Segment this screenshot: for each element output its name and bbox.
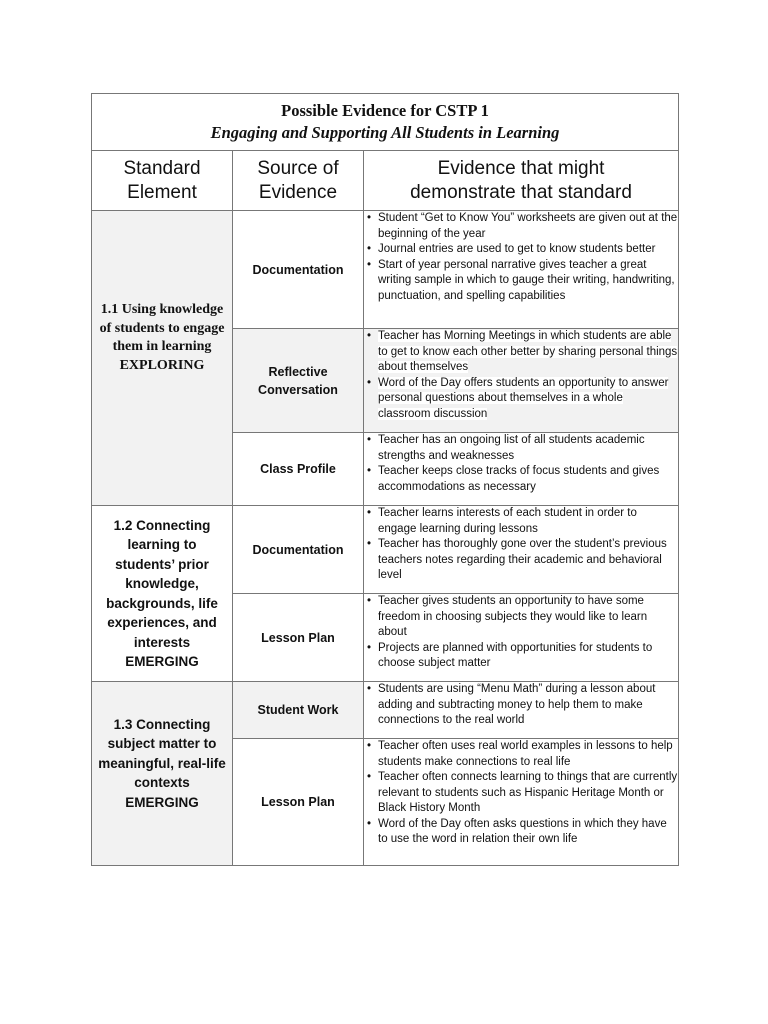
evidence-cell: [364, 594, 679, 682]
source-cell: Lesson Plan: [233, 739, 364, 866]
standard-element: 1.2 Connecting learning to students’ prior knowledge, backgrounds, life experiences, and interests EMERGING: [106, 517, 218, 669]
evidence-item: • Teacher often connects learning to things that are currently relevant to students such as Hispanic Heritage Month or Black History Month: [364, 770, 678, 817]
evidence-item: • Teacher keeps close tracks of focus students and gives accommodations as necessary: [364, 464, 678, 495]
evidence-item: • Teacher learns interests of each student in order to engage learning during lessons: [364, 506, 678, 537]
source-cell: Lesson Plan: [233, 594, 364, 682]
evidence-text: Teacher has Morning Meetings in which students are able to get to know each other better by sharing personal things about themselves: [378, 330, 678, 373]
table-row: [92, 211, 679, 329]
evidence-item: [364, 376, 678, 423]
evidence-item: • Start of year personal narrative gives teacher a great writing sample in which to gauge their writing, handwriting, punctuation, and spelling capabilities: [364, 258, 678, 305]
title-row: [92, 94, 679, 151]
title-cell: [92, 94, 679, 151]
standard-cell: [92, 506, 233, 682]
header-evidence: Evidence that might demonstrate that standard: [364, 151, 679, 211]
source-cell: Reflective Conversation: [233, 329, 364, 433]
document-subtitle: Engaging and Supporting All Students in Learning: [210, 123, 560, 142]
evidence-item: • Teacher often uses real world examples in lessons to help students make connections to real life: [364, 739, 678, 770]
evidence-item: • Projects are planned with opportunities for students to choose subject matter: [364, 641, 678, 672]
evidence-item: • Student “Get to Know You” worksheets are given out at the beginning of the year: [364, 211, 678, 242]
source-cell: Student Work: [233, 682, 364, 739]
evidence-item: • Teacher has an ongoing list of all students academic strengths and weaknesses: [364, 433, 678, 464]
source-cell: Documentation: [233, 211, 364, 329]
source-cell: Documentation: [233, 506, 364, 594]
evidence-cell: [364, 739, 679, 866]
evidence-cell: [364, 211, 679, 329]
source-cell: Class Profile: [233, 433, 364, 506]
standard-cell: [92, 211, 233, 506]
evidence-item: • Teacher gives students an opportunity to have some freedom in choosing subjects they would like to learn about: [364, 594, 678, 641]
evidence-cell: [364, 682, 679, 739]
evidence-item: [364, 329, 678, 376]
evidence-cell: [364, 433, 679, 506]
evidence-item: • Word of the Day often asks questions in which they have to use the word in relation their own life: [364, 817, 678, 848]
evidence-item: • Journal entries are used to get to know students better: [364, 242, 678, 258]
evidence-text: Word of the Day offers students an opportunity to answer personal questions about themselves in a whole classroom discussion: [378, 376, 669, 420]
standard-cell: [92, 682, 233, 866]
table-row: [92, 682, 679, 739]
standard-element: 1.3 Connecting subject matter to meaningful, real-life contexts EMERGING: [98, 716, 226, 810]
table-row: [92, 506, 679, 594]
header-standard: Standard Element: [92, 151, 233, 211]
evidence-cell: [364, 329, 679, 433]
evidence-cell: [364, 506, 679, 594]
header-row: [92, 151, 679, 211]
evidence-item: • Students are using “Menu Math” during a lesson about adding and subtracting money to help them to make connections to the real world: [364, 682, 678, 729]
header-source: Source of Evidence: [233, 151, 364, 211]
standard-element: 1.1 Using knowledge of students to engage them in learning EXPLORING: [99, 302, 225, 373]
evidence-table: [91, 93, 679, 866]
document-title: Possible Evidence for CSTP 1: [281, 101, 489, 120]
evidence-item: • Teacher has thoroughly gone over the student’s previous teachers notes regarding their academic and behavioral level: [364, 537, 678, 584]
